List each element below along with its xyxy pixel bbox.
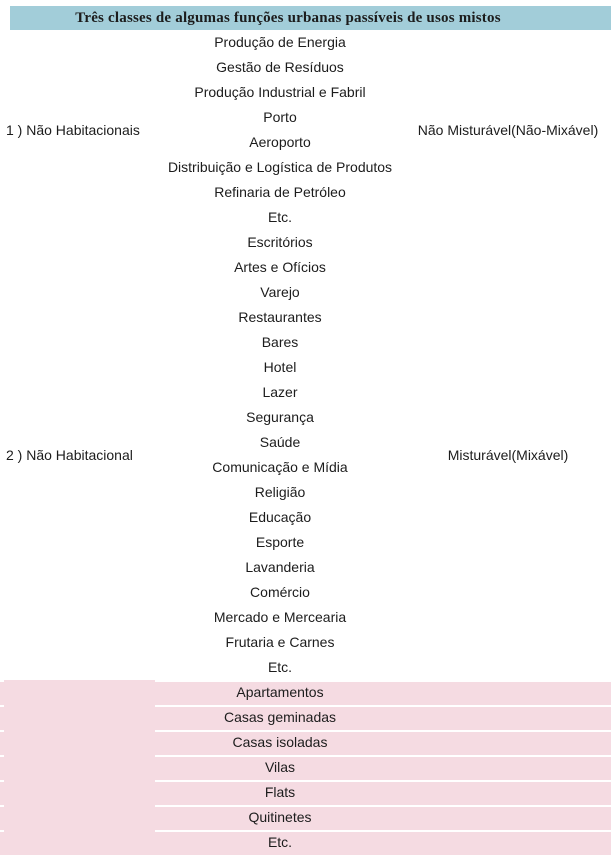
function-item: Comércio [250, 584, 310, 600]
housing-section [0, 680, 611, 855]
housing-row [0, 780, 611, 805]
function-item: Segurança [246, 409, 314, 425]
function-item: Artes e Ofícios [234, 259, 326, 275]
function-item: Escritórios [247, 234, 313, 250]
housing-row-right-spacer [405, 805, 611, 830]
housing-row-right-spacer [405, 755, 611, 780]
function-item: Produção Industrial e Fabril [194, 84, 366, 100]
function-class-group [0, 30, 611, 230]
housing-row [0, 730, 611, 755]
housing-type-label: Quitinetes [248, 809, 312, 825]
items-column [155, 30, 405, 230]
mixed-use-table [0, 6, 611, 855]
function-item: Gestão de Resíduos [216, 59, 344, 75]
function-class-group [0, 230, 611, 680]
function-item: Bares [261, 334, 299, 350]
housing-row [0, 830, 611, 855]
housing-type-label: Etc. [267, 834, 293, 850]
housing-type-label: Flats [264, 784, 296, 800]
function-item: Lazer [262, 384, 298, 400]
housing-row-left-spacer [0, 780, 155, 805]
function-item: Porto [263, 109, 297, 125]
function-item: Lavanderia [245, 559, 315, 575]
function-item: Distribuição e Logística de Produtos [167, 159, 393, 175]
function-item: Etc. [267, 659, 293, 675]
function-item: Produção de Energia [214, 34, 346, 50]
function-item: Mercado e Mercearia [213, 609, 347, 625]
function-item: Comunicação e Mídia [212, 459, 348, 475]
mixability-label: Não Misturável(Não-Mixável) [417, 122, 599, 138]
function-item: Refinaria de Petróleo [214, 184, 346, 200]
function-item: Esporte [255, 534, 305, 550]
function-item: Etc. [267, 209, 293, 225]
housing-type-label: Apartamentos [236, 684, 324, 700]
housing-row-left-spacer [0, 830, 155, 855]
mixability-label: Misturável(Mixável) [447, 447, 569, 463]
class-label: 1 ) Não Habitacionais [6, 122, 140, 138]
function-item: Varejo [260, 284, 300, 300]
housing-type-label: Casas geminadas [223, 709, 337, 725]
housing-row-left-spacer [0, 755, 155, 780]
housing-row [0, 755, 611, 780]
function-item: Hotel [263, 359, 297, 375]
housing-row-right-spacer [405, 705, 611, 730]
housing-row-left-spacer [0, 730, 155, 755]
housing-row-right-spacer [405, 830, 611, 855]
class-label: 2 ) Não Habitacional [6, 447, 133, 463]
class-column [0, 30, 155, 230]
housing-row [0, 680, 611, 705]
housing-row-left-spacer [0, 680, 155, 705]
function-item: Aeroporto [249, 134, 311, 150]
housing-row-left-spacer [0, 705, 155, 730]
housing-row [0, 705, 611, 730]
housing-row [0, 805, 611, 830]
function-item: Educação [248, 509, 312, 525]
function-item: Religião [254, 484, 306, 500]
table-title: Três classes de algumas funções urbanas passíveis de usos mistos [10, 6, 611, 30]
housing-type-label: Casas isoladas [232, 734, 328, 750]
function-groups [0, 30, 611, 680]
items-column [155, 230, 405, 680]
housing-row-right-spacer [405, 780, 611, 805]
housing-row-right-spacer [405, 680, 611, 705]
mixability-column [405, 230, 611, 680]
housing-type-label: Vilas [264, 759, 296, 775]
function-item: Restaurantes [238, 309, 322, 325]
housing-row-left-spacer [0, 805, 155, 830]
mixability-column [405, 30, 611, 230]
function-item: Frutaria e Carnes [225, 634, 335, 650]
function-item: Saúde [259, 434, 301, 450]
class-column [0, 230, 155, 680]
housing-row-right-spacer [405, 730, 611, 755]
